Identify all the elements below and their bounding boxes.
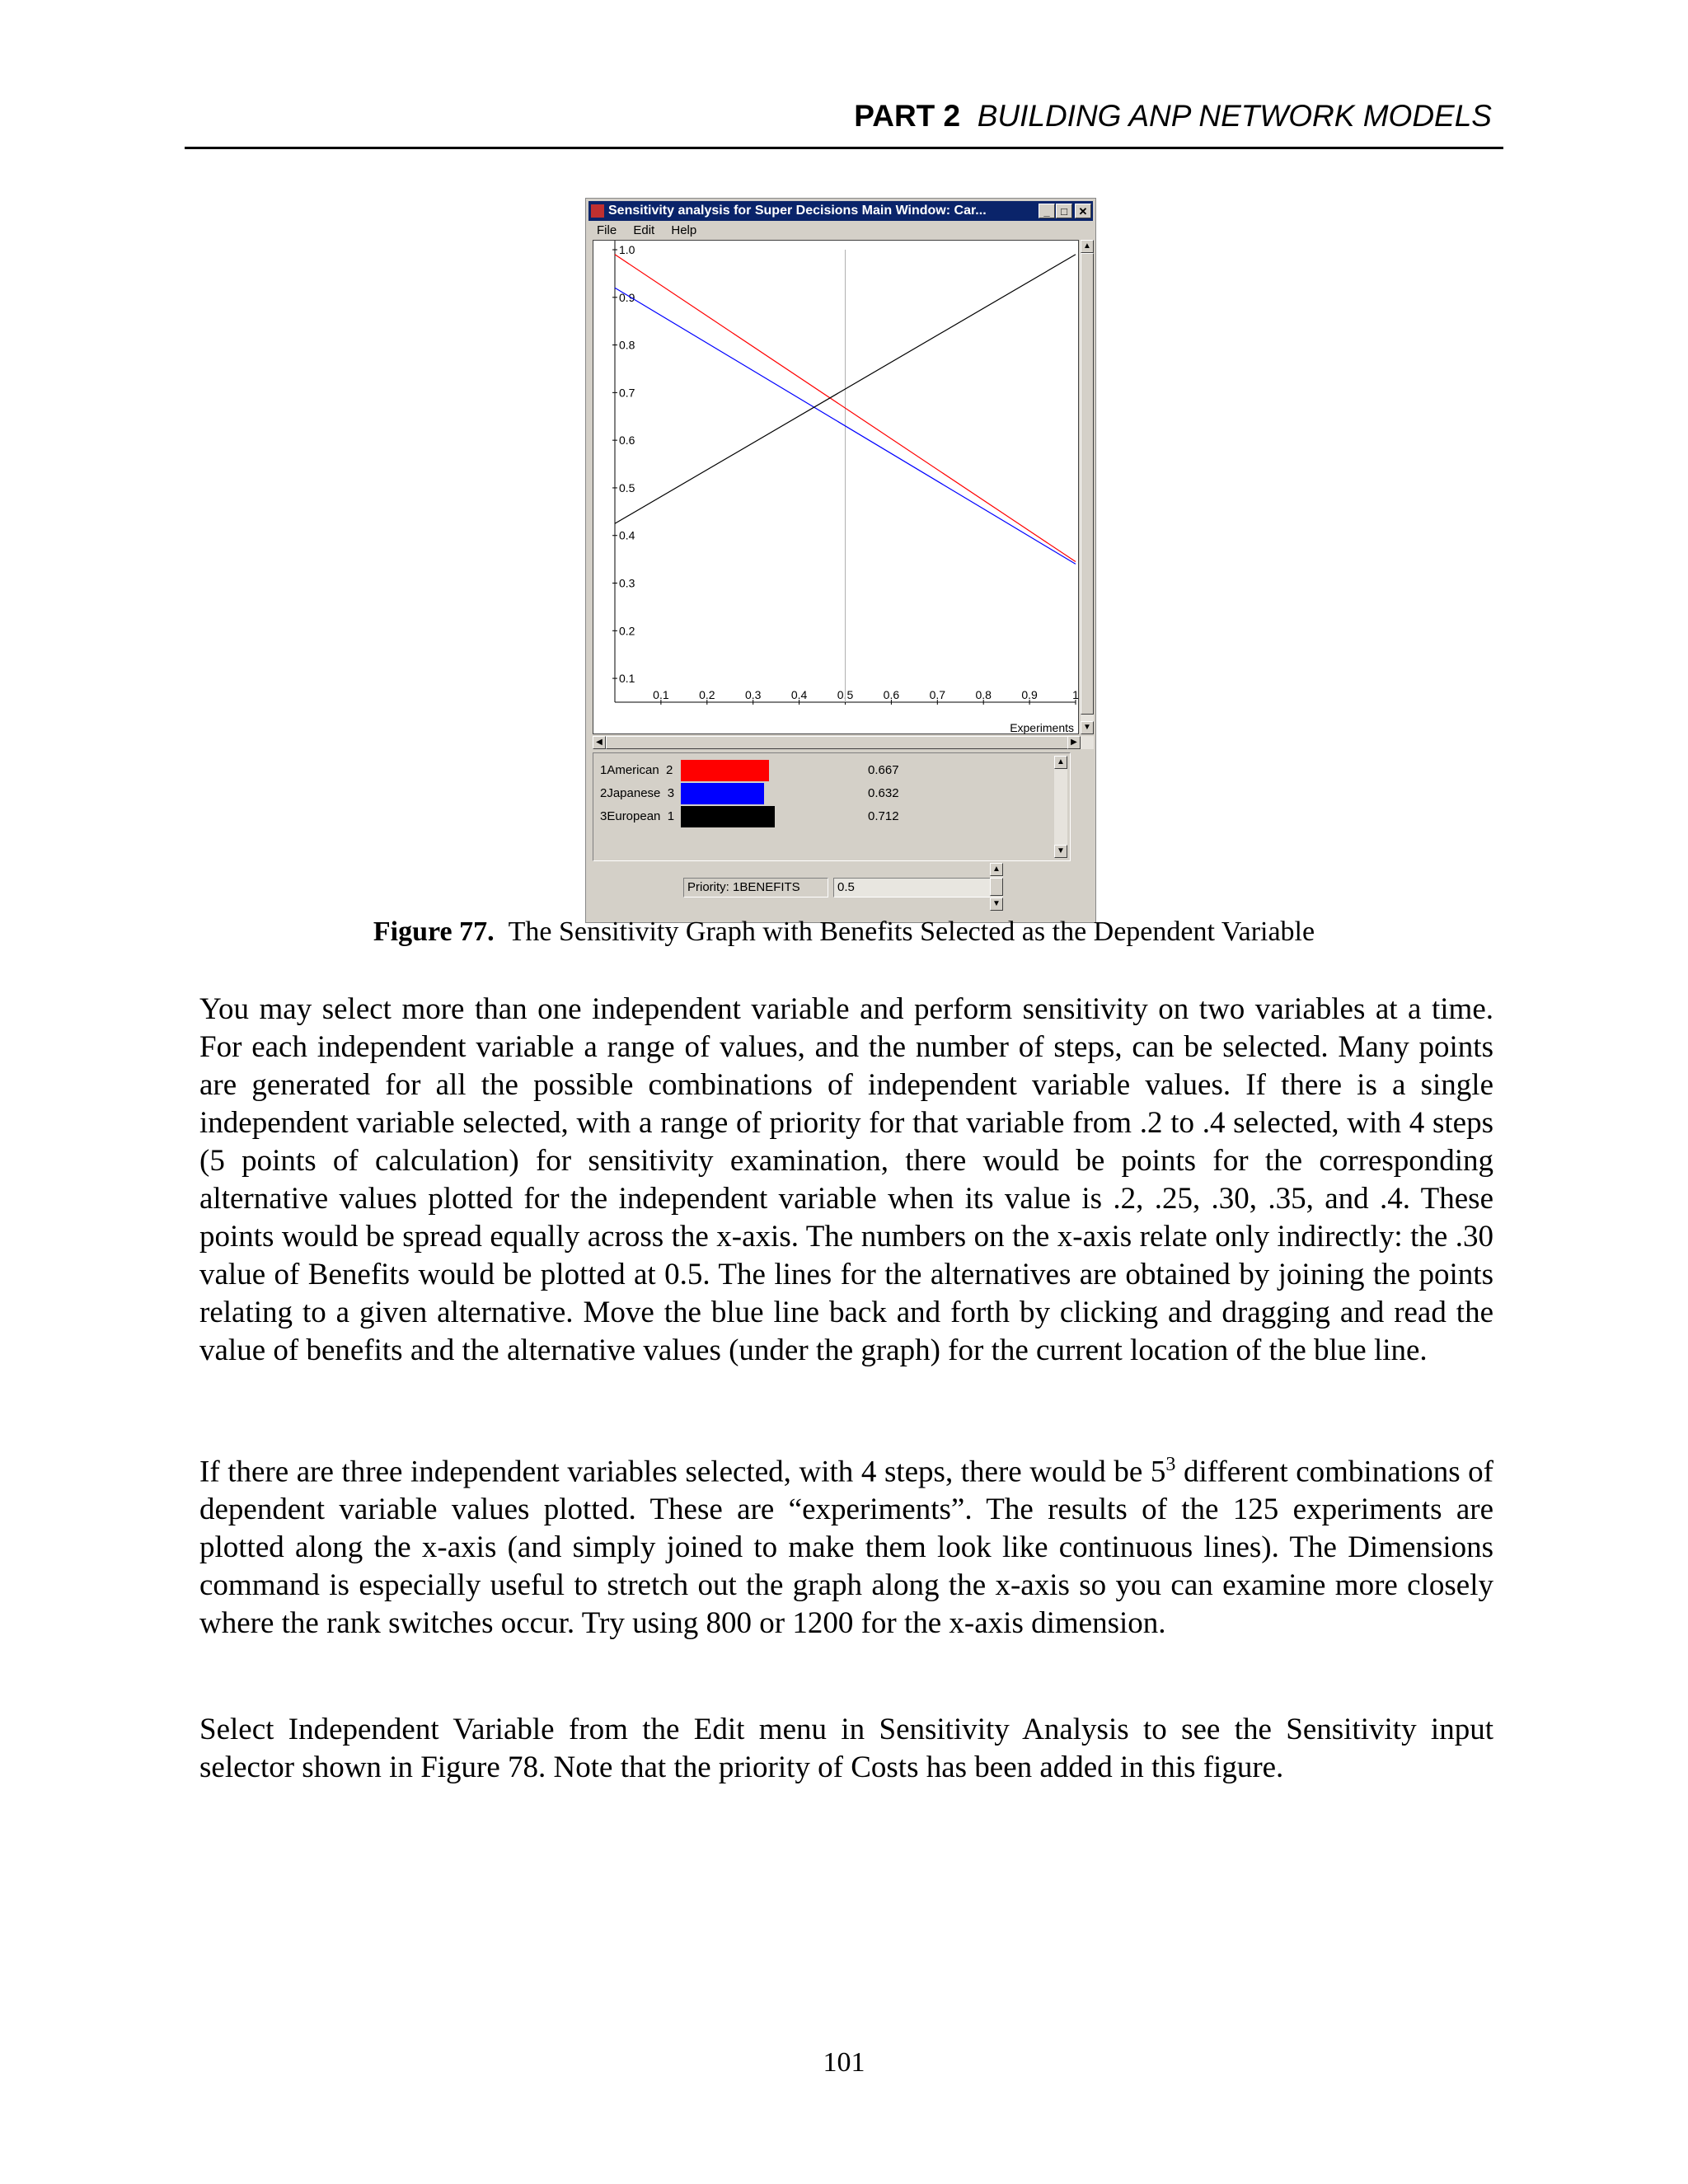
legend-row-japanese [600, 785, 674, 803]
page-number: 101 [823, 2047, 865, 2078]
x-tick-label: 0.7 [929, 688, 946, 701]
header-title: BUILDING ANP NETWORK MODELS [977, 99, 1492, 133]
legend-label: 2Japanese [600, 786, 661, 800]
sensitivity-graph[interactable] [593, 240, 1079, 734]
scroll-right-icon[interactable]: ▶ [1067, 736, 1081, 749]
legend-bar-american [681, 760, 769, 781]
y-tick-label: 0.7 [619, 386, 635, 400]
graph-horizontal-scrollbar[interactable] [593, 736, 1094, 749]
scroll-left-icon[interactable]: ◀ [593, 736, 606, 749]
y-tick-label: 1.0 [619, 243, 635, 256]
paragraph-3: Select Independent Variable from the Edit menu in Sensitivity Analysis to see the Sensitivity input selector shown in Figure 78. Note that the priority of Costs has been added in this figure. [199, 1713, 1493, 1784]
graph-vertical-scrollbar[interactable] [1081, 240, 1094, 734]
scroll-down-icon[interactable]: ▼ [1054, 845, 1067, 858]
legend-value: 0.712 [868, 809, 899, 823]
x-tick-label: 0.9 [1021, 688, 1038, 701]
legend-rank: 1 [667, 809, 675, 823]
x-tick-label: 0.8 [975, 688, 992, 701]
running-header [0, 99, 1492, 134]
legend-value: 0.667 [868, 763, 899, 777]
chart-svg [593, 241, 1078, 733]
y-tick-label: 0.9 [619, 290, 635, 304]
paragraph-2-first-after: different [1175, 1455, 1288, 1489]
legend-bar-japanese [681, 783, 764, 804]
menu-help[interactable]: Help [671, 223, 697, 237]
legend-row-american [600, 762, 673, 780]
minimize-button[interactable]: _ [1039, 204, 1055, 218]
legend-bar-european [681, 806, 775, 827]
window-title: Sensitivity analysis for Super Decisions Main Window: Car... [608, 204, 987, 218]
y-tick-label: 0.3 [619, 576, 635, 590]
x-tick-label: 1 [1072, 688, 1079, 701]
x-tick-label: 0.5 [837, 688, 854, 701]
y-tick-label: 0.8 [619, 338, 635, 352]
hscroll-thumb[interactable] [606, 736, 1076, 749]
sensitivity-window [585, 198, 1096, 923]
app-icon [591, 204, 604, 218]
close-button[interactable]: ✕ [1075, 204, 1091, 218]
menu-edit[interactable]: Edit [633, 223, 655, 237]
legend-label: 1American [600, 763, 659, 777]
x-tick-label: 0.4 [790, 688, 808, 701]
menubar [588, 223, 1093, 239]
legend-label: 3European [600, 809, 661, 823]
y-tick-label: 0.5 [619, 480, 635, 494]
alternatives-legend [593, 752, 1071, 861]
scroll-up-icon[interactable]: ▲ [1054, 756, 1067, 769]
caption-text: The Sensitivity Graph with Benefits Selected as the Dependent Variable [508, 916, 1315, 947]
header-part: PART 2 [854, 99, 961, 133]
figure-caption [0, 916, 1688, 948]
x-tick-label: 0.1 [653, 688, 669, 701]
maximize-button[interactable]: □ [1056, 204, 1072, 218]
y-tick-label: 0.2 [619, 624, 635, 638]
y-tick-label: 0.6 [619, 434, 635, 448]
window-titlebar[interactable] [588, 201, 1093, 221]
paragraph-2-rest: combinations of dependent variable values plotted. These are “experiments”. The results of the 125 experiments are plotted along the x-axis (and simply joined to make them look like continuous lines). The Dimensions command is especially useful to stretch out the graph along the x-axis so you can examine more closely where the rank switches occur. Try using 800 or 1200 for the x-axis dimension. [199, 1455, 1493, 1641]
scroll-thumb[interactable] [1081, 253, 1094, 715]
x-tick-label: 0.3 [744, 688, 762, 701]
menu-file[interactable]: File [597, 223, 617, 237]
x-tick-label: 0.6 [883, 688, 900, 701]
spin-down-icon[interactable]: ▼ [990, 898, 1003, 911]
paragraph-1: You may select more than one independent variable and perform sensitivity on two variables at a time. For each independent variable a range of values, and the number of steps, can be selected. Many points are generated for all the possible combinations of independent variable values. If there is a single independent variable selected, with a range of priority for that variable from .2 to .4 selected, with 4 steps (5 points of calculation) for sensitivity examination, there would be points for the corresponding alternative values plotted for the independent variable when its value is .2, .25, .30, .35, and .4. These points would be spread equally across the x-axis. The numbers on the x-axis relate only indirectly: the .30 value of Benefits would be plotted at 0.5. The lines for the alternatives are obtained by joining the points relating to a given alternative. Move the blue line back and forth by clicking and dragging and read the value of benefits and the alternative values (under the graph) for the current location of the blue line. [199, 992, 1493, 1367]
priority-value-field[interactable]: 0.5 [833, 878, 995, 898]
y-tick-label: 0.1 [619, 672, 635, 686]
caption-label: Figure 77. [373, 916, 495, 947]
x-tick-label: 0.2 [699, 688, 715, 701]
scroll-down-icon[interactable]: ▼ [1081, 721, 1094, 734]
spin-up-icon[interactable]: ▲ [990, 863, 1003, 876]
x-axis-label: Experiments [1010, 721, 1074, 734]
legend-scrollbar[interactable] [1054, 756, 1067, 858]
header-rule [185, 147, 1503, 149]
paragraph-2-superscript: 3 [1165, 1454, 1176, 1475]
y-tick-label: 0.4 [619, 528, 635, 542]
spin-thumb[interactable] [990, 878, 1003, 896]
scroll-up-icon[interactable]: ▲ [1081, 240, 1094, 253]
legend-row-european [600, 808, 674, 826]
legend-value: 0.632 [868, 786, 899, 800]
priority-spinner[interactable] [990, 863, 1003, 911]
legend-rank: 3 [667, 786, 675, 800]
legend-rank: 2 [666, 763, 673, 777]
priority-label-field: Priority: 1BENEFITS [683, 878, 828, 898]
paragraph-2-first-before: If there are three independent variables selected, with 4 steps, there would be 5 [199, 1455, 1166, 1489]
paragraph-2 [199, 1446, 1493, 1643]
